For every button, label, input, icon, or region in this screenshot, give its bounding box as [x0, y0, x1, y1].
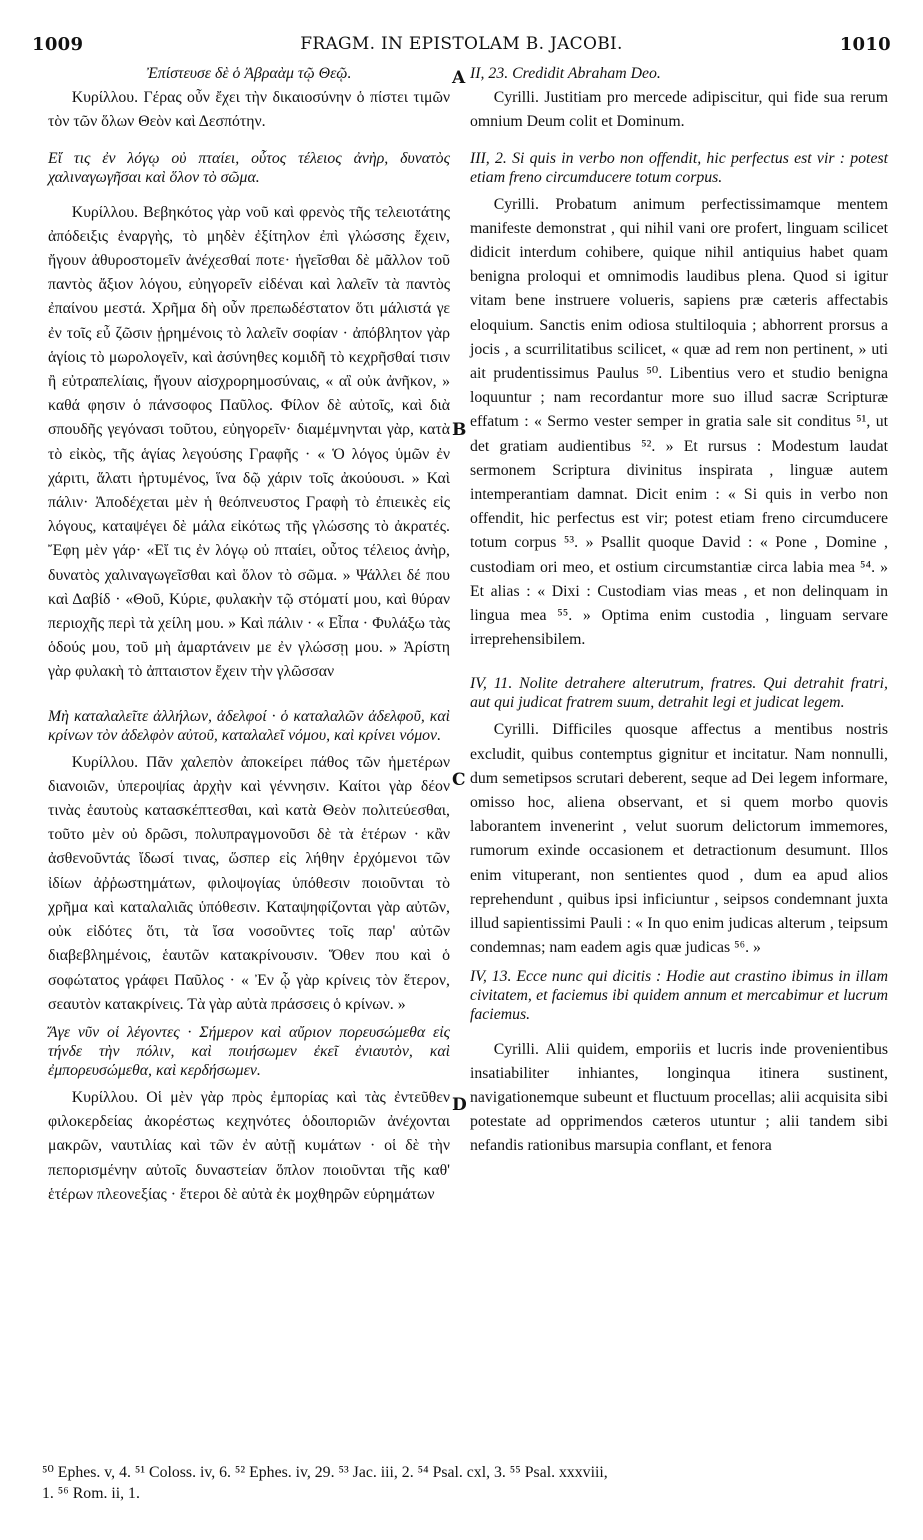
footnote-line-1: ⁵⁰ Ephes. v, 4. ⁵¹ Coloss. iv, 6. ⁵² Ephes. iv, 29. ⁵³ Jac. iii, 2. ⁵⁴ Psal. cxl, 3. ⁵⁵ Psal. xxxviii,	[42, 1464, 608, 1481]
margin-letter-a: A	[452, 68, 466, 88]
greek-commentary-2: Κυρίλλου. Βεβηκότος γὰρ νοῦ καὶ φρενὸς τῆς τελειοτάτης ἀπόδειξις ἐναργὴς, τὸ μηδὲν ἐξίτηλον ἐπὶ γλώσσης ἔχειν, ἤγουν ἀθυροστομεῖν ἀνέχεσθαί ποτε· ἡγεῖσθαι δὲ μᾶλλον τοῦ παντὸς ἄξιον λόγου, εὐηγορεῖν εἰδέναι καὶ λαλεῖν τὰ παντὸς ἐπαίνου μεστά. Χρῆμα δὴ οὖν πρεπωδέστατον ὅτι μάλιστά γε ἐν τοῖς εὖ ζῶσιν ᾑρημένοις τὸ λαλεῖν σοφίαν · ἀπόβλητον γὰρ ἁγίοις τὸ μωρολογεῖν, καὶ ἀσύνηθες κομιδῆ τὸ κεχρῆσθαί τισιν ἢ εὐτραπελίαις, ἤγουν αἰσχρορημοσύναις, « αἳ οὐκ ἀνῆκον, » καθά φησιν ὁ πάνσοφος Παῦλος. Φίλον δὲ αὐτοῖς, καὶ διὰ σπουδῆς γεγόνασι τοῦτου, εὐηγορεῖν· διαμέμνηνται γὰρ, κατὰ τὸ εἰκὸς, τῆς ἁγίας λεγούσης Γραφῆς · « Ὁ λόγος ὑμῶν ἐν χάριτι, ἅλατι ἠρτυμένος, ἵνα δῷ χάριν τοῖς ἀκούουσι. » Καὶ πάλιν· Ἀποδέχεται μὲν ἡ θεόπνευστος Γραφὴ τὸ ἐπιεικὲς εἰς λόγους, καταψέγει δὲ μάλα εἰκότως τῆς γλώσσης τὸ ἀκρατές. Ἔφη μὲν γάρ· «Εἴ τις ἐν λόγῳ οὐ πταίει, οὗτος τέλειος ἀνὴρ, δυνατὸς χαλιναγωγεῖσθαι καὶ ὅλον τὸ σῶμα. » Ψάλλει δέ που καὶ Δαβίδ · «Θοῦ, Κύριε, φυλακὴν τῷ στόματί μου, καὶ θύραν περιοχῆς περὶ τὰ χείλη μου. » Καὶ πάλιν · « Εἶπα · Φυλάξω τὰς ὁδούς μου, τοῦ μὴ ἁμαρτάνειν με ἐν γλώσσῃ μου. » Ἀρίστη γὰρ φυλακὴ τὸ ἀπταιστον ἔχειν τὴν γλῶσσαν	[48, 203, 450, 681]
page-number-right: 1010	[839, 34, 891, 55]
latin-verse-2: III, 2. Si quis in verbo non offendit, hic perfectus est vir : potest etiam freno circumducere totum corpus.	[470, 149, 888, 186]
greek-verse-1: Ἐπίστευσε δὲ ὁ Ἀβραὰμ τῷ Θεῷ.	[146, 65, 352, 82]
greek-verse-2: Εἴ τις ἐν λόγῳ οὐ πταίει, οὗτος τέλειος ἀνὴρ, δυνατὸς χαλιναγωγῆσαι καὶ ὅλον τὸ σῶμα.	[48, 149, 450, 186]
greek-verse-3: Μὴ καταλαλεῖτε ἀλλήλων, ἀδελφοί · ὁ καταλαλῶν ἀδελφοῦ, καὶ κρίνων τὸν ἀδελφὸν αὐτοῦ, καταλαλεῖ νόμου, καὶ κρίνει νόμον.	[48, 707, 450, 744]
latin-verse-3: IV, 11. Nolite detrahere alterutrum, fratres. Qui detrahit fratri, aut qui judicat fratrem suum, detrahit legi et judicat legem.	[470, 675, 888, 712]
page-number-left: 1009	[32, 34, 84, 55]
margin-letter-b: B	[452, 420, 467, 440]
latin-commentary-2: Cyrilli. Probatum animum perfectissimamque mentem manifeste demonstrat , qui nihil vani ore profert, linguam scilicet didicit interdum cohibere, quique nihil antiquius habet quam benigna proloqui et omnimodis laudibus plena. Quod si igitur vitam bene instruere volueris, sapiens præ cæteris affectabis eloquium. Sanctis enim odiosa stultiloquia ; abhorrent prorsus a jocis , a scurrilitatibus scilicet, « quæ ad rem non pertinent, » uti ait prudentissimus Paulus ⁵⁰. Libentius vero et studio benigna loquuntur ; nam recordantur more suo illud sacræ Scripturæ effatum : « Sermo vester semper in gratia sale sit conditus ⁵¹, ut det gratiam audientibus ⁵². » Et rursus : Modestum laudat sermonem Scriptura divinitus inspirata , linguæ autem intemperantiam damnat. Dicit enim : « Si quis in verbo non offendit, hic perfectus est vir; potest etiam freno circumducere totum corpus ⁵³. » Psallit quoque David : « Pone , Domine , custodiam ori meo, et ostium circumstantiæ circa labia mea ⁵⁴. » Et alias : « Dixi : Custodiam vias meas , et non delinquam in lingua mea ⁵⁵. » Optima enim custodia , linguam servare irreprehensibilem.	[470, 195, 888, 649]
footnote-line-2: 1. ⁵⁶ Rom. ii, 1.	[42, 1485, 140, 1502]
latin-commentary-1: Cyrilli. Justitiam pro mercede adipiscitur, qui fide sua rerum omnium Deum colit et Dominum.	[470, 89, 888, 131]
footnotes	[42, 1462, 893, 1504]
greek-verse-4: Ἄγε νῦν οἱ λέγοντες · Σήμερον καὶ αὔριον πορευσώμεθα εἰς τήνδε τὴν πόλιν, καὶ ποιήσωμεν ἐκεῖ ἐνιαυτὸν, καὶ ἐμπορευσώμεθα, καὶ κερδήσωμεν.	[48, 1023, 450, 1079]
latin-verse-1: II, 23. Credidit Abraham Deo.	[470, 65, 661, 82]
latin-commentary-4: Cyrilli. Alii quidem, emporiis et lucris inde provenientibus insatiabiliter inhiantes, longinqua itinera sustinent, navigationemque subeunt et fluctuum procellas; alii acquisita sibi potestate ad opprimendos cæteros utuntur ; alii tandem sibi nefandis rationibus marsupia conflant, et fenora	[470, 1040, 888, 1155]
latin-column	[470, 62, 888, 1159]
greek-commentary-3: Κυρίλλου. Πᾶν χαλεπὸν ἀποκείρει πάθος τῶν ἡμετέρων διανοιῶν, ὑπεροψίας ἀρχὴν καὶ γέννησιν. Καίτοι γὰρ δέον τινὰς ἑαυτοὺς κατασκέπτεσθαι, καὶ κατὰ Θεὸν πολιτεύεσθαι, τοῦτο μὲν οὐ δρῶσι, πολυπραγμονοῦσι δὲ τὰ ἑτέρων · κἂν ἀσθενοῦντάς ἴδωσί τινας, ὥσπερ εἰς λήθην ἐρχόμενοι τῶν ἰδίων ἀῤῥωστημάτων, φιλοψογίας ὑπόθεσιν ποιοῦνται τὸ χρῆμα καὶ καταλαλιᾶς ὑπόθεσιν. Καταψηφίζονται γὰρ αὐτῶν, οὐκ εἰδότες ὅτι, τὰ ἴσα νοσοῦντες τοῖς παρ' αὐτῶν διαβεβλημένοις, ἑαυτῶν κατακρίνουσιν. Ὅθεν που καὶ ὁ σοφώτατος γράφει Παῦλος · « Ἐν ᾧ γὰρ κρίνεις τὸν ἕτερον, σεαυτὸν κατακρίνεις. Τὰ γὰρ αὐτὰ πράσσεις ὁ κρίνων. »	[48, 753, 450, 1013]
greek-commentary-1: Κυρίλλου. Γέρας οὖν ἔχει τὴν δικαιοσύνην ὁ πίστει τιμῶν τὸν τῶν ὅλων Θεὸν καὶ Δεσπότην.	[48, 89, 450, 131]
running-header	[32, 34, 891, 56]
greek-column	[48, 62, 450, 1207]
greek-commentary-4: Κυρίλλου. Οἱ μὲν γὰρ πρὸς ἐμπορίας καὶ τὰς ἐντεῦθεν φιλοκερδείας ἀκορέστως κεχηνότες ὁδοιποριῶν ἀνέχονται μακρῶν, ναυτιλίας καὶ τῶν ἐν αὐτῇ κυμάτων · οἱ δὲ τὴν πεπορισμένην αὐτοῖς δυναστείαν ὅπλον ποιοῦνται τῆς καθ' ἑτέρων πλεονεξίας · ἕτεροι δὲ αὐτὰ ἐκ μοχθηρῶν εὑρημάτων	[48, 1088, 450, 1203]
margin-letter-c: C	[452, 770, 466, 790]
running-title: FRAGM. IN EPISTOLAM B. JACOBI.	[300, 34, 623, 54]
latin-verse-4: IV, 13. Ecce nunc qui dicitis : Hodie aut crastino ibimus in illam civitatem, et faciemus ibi quidem annum et mercabimur et lucrum faciemus.	[470, 967, 888, 1023]
margin-letter-d: D	[452, 1095, 467, 1115]
latin-commentary-3: Cyrilli. Difficiles quosque affectus a mentibus nostris excludit, quibus contemptus gignitur et incitatur. Nam nonnulli, dum semetipsos scrutari deberent, seque ad Dei legem informare, omisso hoc, aliena observant, et si quem morbo quovis laborantem invenerint , velut suorum delictorum immemores, rumorum exinde occasionem et detractionum desumunt. Illos enim vituperant, non sentientes quod , dum ea apud alios reprehendunt , quibus ipsi inficiuntur , seipsos condemnant juxta illud sapientissimi Pauli : « In quo enim judicas alterum , teipsum condemnas; nam eadem agis quæ judicas ⁵⁶. »	[470, 721, 888, 957]
